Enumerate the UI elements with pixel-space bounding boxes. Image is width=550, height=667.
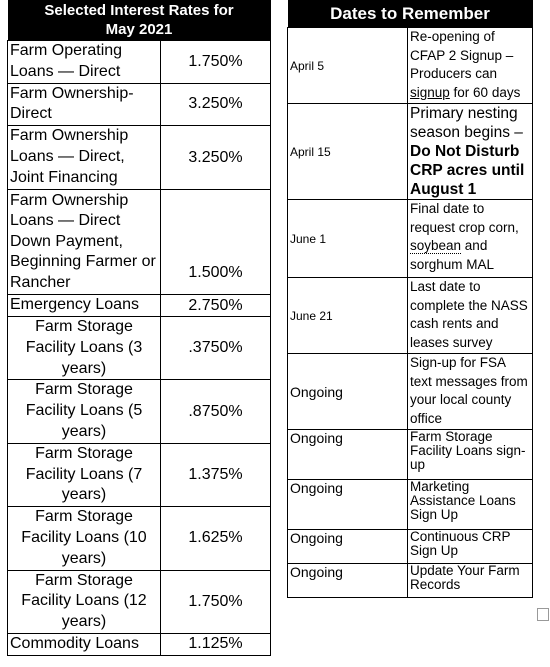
table-row	[288, 530, 533, 564]
event-description: Final date to request crop corn, soybean and sorghum MAL	[408, 200, 533, 278]
loan-name: Farm Ownership-Direct	[8, 83, 161, 126]
loan-rate: 3.250%	[161, 126, 271, 190]
event-description: Sign-up for FSA text messages from your local county office	[408, 354, 533, 430]
loan-rate: 2.750%	[161, 295, 271, 317]
table-row	[8, 41, 271, 84]
loan-name: Farm Storage Facility Loans (7 years)	[8, 443, 161, 506]
table-row	[8, 316, 271, 379]
dates-to-remember-table	[287, 0, 533, 598]
event-date: Ongoing	[288, 354, 408, 430]
event-date: Ongoing	[288, 530, 408, 564]
page-corner-marker	[537, 608, 549, 621]
loan-rate: 1.625%	[161, 507, 271, 570]
table-row	[288, 104, 533, 200]
loan-name: Farm Storage Facility Loans (10 years)	[8, 507, 161, 570]
event-description: Farm Storage Facility Loans sign-up	[408, 430, 533, 480]
loan-rate: 1.500%	[161, 190, 271, 295]
event-description: Last date to complete the NASS cash rents and leases survey	[408, 278, 533, 354]
loan-name: Farm Operating Loans — Direct	[8, 41, 161, 84]
event-date: Ongoing	[288, 430, 408, 480]
event-date: April 15	[288, 104, 408, 200]
table-row	[8, 83, 271, 126]
table-row	[8, 633, 271, 655]
table-row	[8, 380, 271, 443]
table-row	[288, 354, 533, 430]
table-row	[288, 278, 533, 354]
table-row	[8, 190, 271, 295]
loan-name: Farm Storage Facility Loans (3 years)	[8, 316, 161, 379]
loan-rate: .3750%	[161, 316, 271, 379]
table-row	[288, 480, 533, 530]
event-date: June 1	[288, 200, 408, 278]
table-row	[288, 430, 533, 480]
event-description: Re-opening of CFAP 2 Signup – Producers can signup for 60 days	[408, 28, 533, 104]
event-description: Update Your Farm Records	[408, 564, 533, 598]
table-row	[8, 126, 271, 190]
loan-name: Emergency Loans	[8, 295, 161, 317]
loan-name: Farm Ownership Loans — Direct Down Payment, Beginning Farmer or Rancher	[8, 190, 161, 295]
loan-rate: .8750%	[161, 380, 271, 443]
event-date: June 21	[288, 278, 408, 354]
loan-name: Commodity Loans	[8, 633, 161, 655]
table-row	[288, 28, 533, 104]
event-date: Ongoing	[288, 480, 408, 530]
table-row	[8, 507, 271, 570]
event-date: April 5	[288, 28, 408, 104]
table-row	[288, 200, 533, 278]
loan-rate: 1.125%	[161, 633, 271, 655]
event-description: Marketing Assistance Loans Sign Up	[408, 480, 533, 530]
rates-table-title: Selected Interest Rates for May 2021	[8, 0, 271, 41]
table-row	[8, 570, 271, 633]
loan-name: Farm Storage Facility Loans (12 years)	[8, 570, 161, 633]
loan-name: Farm Storage Facility Loans (5 years)	[8, 380, 161, 443]
loan-rate: 1.750%	[161, 570, 271, 633]
table-row	[288, 564, 533, 598]
loan-rate: 1.750%	[161, 41, 271, 84]
event-date: Ongoing	[288, 564, 408, 598]
interest-rates-table	[7, 0, 271, 656]
event-description: Continuous CRP Sign Up	[408, 530, 533, 564]
loan-rate: 3.250%	[161, 83, 271, 126]
table-row	[8, 443, 271, 506]
dates-table-title: Dates to Remember	[288, 0, 533, 28]
event-description: Primary nesting season begins – Do Not Disturb CRP acres until August 1	[408, 104, 533, 200]
loan-name: Farm Ownership Loans — Direct, Joint Financing	[8, 126, 161, 190]
loan-rate: 1.375%	[161, 443, 271, 506]
table-row	[8, 295, 271, 317]
